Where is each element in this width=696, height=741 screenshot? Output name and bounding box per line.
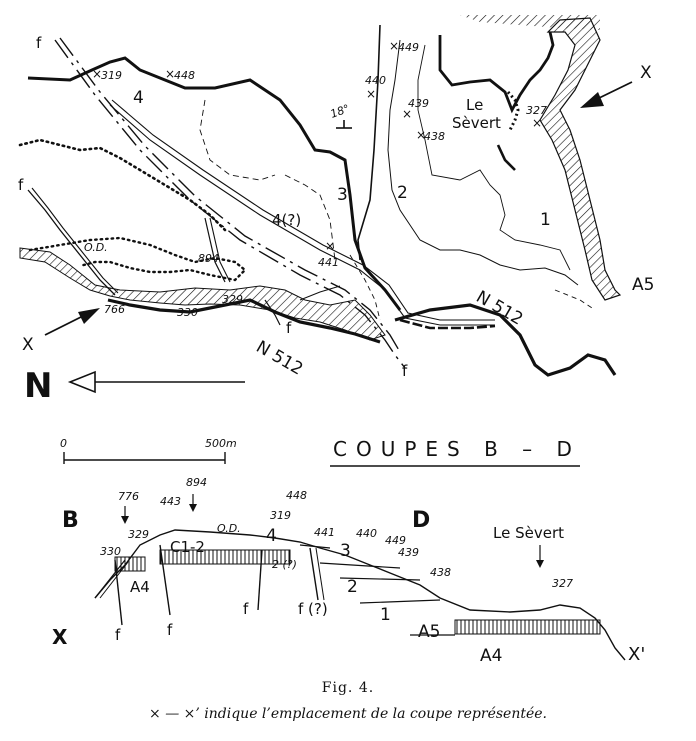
- od-label: O.D.: [84, 241, 108, 254]
- unit-a4-right: A4: [480, 646, 503, 666]
- zone-label-3: 3: [337, 185, 348, 205]
- unit-od: O.D.: [217, 522, 241, 535]
- arrow-776-head: [121, 516, 129, 524]
- arrow-x-west: [45, 315, 85, 335]
- village-arrow-head: [536, 560, 544, 568]
- point-mark-439: ×: [402, 107, 413, 121]
- scale-bar: [60, 437, 237, 464]
- dip-symbol: [336, 120, 352, 128]
- point-label-319: 319: [101, 69, 122, 82]
- boundary-3-2: [358, 25, 380, 260]
- point-mark-448: ×: [165, 67, 176, 81]
- unit-a4-left: A4: [130, 578, 150, 596]
- section-fault-label-1: f: [115, 626, 121, 644]
- height-449: 449: [385, 534, 406, 547]
- scale-zero: 0: [60, 437, 67, 450]
- unit-3: 3: [340, 541, 351, 561]
- unit-2: 2: [347, 577, 358, 597]
- height-441: 441: [314, 526, 335, 539]
- contour-6: [555, 290, 595, 310]
- scale-end: 500m: [205, 437, 237, 450]
- section-b: B: [62, 508, 79, 533]
- point-label-449: 449: [398, 41, 419, 54]
- unit-c12: C1-2: [170, 538, 205, 556]
- height-319: 319: [270, 509, 291, 522]
- severt-contour-2: [498, 145, 515, 170]
- road-n512-south-2: [300, 286, 340, 300]
- road-dash-east: [400, 320, 495, 328]
- section-title: COUPES B – D: [333, 437, 581, 461]
- height-776: 776: [118, 490, 139, 503]
- layer-a4-left: [115, 557, 145, 571]
- zone-label-1: 1: [540, 210, 551, 230]
- height-439: 439: [398, 546, 419, 559]
- layer-line-1: [360, 600, 440, 603]
- point-label-330: 330: [177, 306, 198, 319]
- map: [18, 15, 654, 406]
- fault-label-nw: f: [36, 34, 42, 52]
- layer-line-4: [300, 545, 330, 548]
- fault-mid: [205, 218, 225, 282]
- village-name-map: Le Sèvert: [452, 96, 501, 132]
- summit-label: 894: [198, 252, 219, 265]
- point-label-448: 448: [174, 69, 195, 82]
- point-mark-441: ×: [325, 239, 336, 253]
- section-fault-left: [95, 560, 125, 598]
- arrow-894-head: [189, 504, 197, 512]
- height-448: 448: [286, 489, 307, 502]
- section-fault-label-4: f (?): [298, 600, 328, 618]
- zone-label-4: 4: [133, 88, 144, 108]
- od-dotted: [20, 140, 225, 230]
- severt-contour: [440, 32, 553, 110]
- point-label-329: 329: [222, 293, 243, 306]
- fault-label-se: f: [402, 362, 408, 380]
- section-fault-label-2: f: [167, 621, 173, 639]
- point-label-439: 439: [408, 97, 429, 110]
- zone-label-4q: 4(?): [272, 211, 302, 229]
- point-label-766: 766: [104, 303, 125, 316]
- point-label-440: 440: [365, 74, 386, 87]
- unit-a5: A5: [418, 622, 441, 642]
- fault-label-s: f: [286, 319, 292, 337]
- unit-1: 1: [380, 605, 391, 625]
- point-label-441: 441: [318, 256, 339, 269]
- a5-band-top: [460, 15, 600, 30]
- cross-section: [52, 437, 645, 666]
- section-fault-label-3: f: [243, 600, 249, 618]
- figure-caption: × — ×’ indique l’emplacement de la coupe représentée.: [149, 706, 547, 722]
- layer-a5-right: [455, 620, 600, 634]
- height-438: 438: [430, 566, 451, 579]
- unit-4: 4: [266, 526, 277, 546]
- road-label-west: N 512: [252, 337, 307, 380]
- section-d: D: [412, 508, 431, 533]
- point-mark-327: ×: [532, 116, 543, 130]
- point-mark-440: ×: [366, 87, 377, 101]
- contour-2: [418, 45, 570, 270]
- point-label-438: 438: [424, 130, 445, 143]
- height-440: 440: [356, 527, 377, 540]
- section-start-label: X: [22, 335, 34, 355]
- point-label-327: 327: [526, 104, 547, 117]
- north-arrow-head: [70, 372, 95, 392]
- height-443: 443: [160, 495, 181, 508]
- section-end-label: X: [640, 63, 652, 83]
- a5-band: [540, 18, 620, 300]
- point-mark-438: ×: [416, 128, 427, 142]
- height-894: 894: [186, 476, 207, 489]
- arrow-x-east: [595, 82, 632, 100]
- point-mark-319: ×: [92, 67, 103, 81]
- road-label-east: N 512: [472, 287, 527, 330]
- section-village: Le Sèvert: [493, 524, 564, 542]
- height-327: 327: [552, 577, 573, 590]
- section-fault-left-2: [100, 562, 128, 598]
- layer-line-3: [320, 563, 400, 568]
- unit-a5-label: A5: [632, 275, 655, 295]
- arrow-x-east-head: [580, 92, 604, 108]
- arrow-x-west-head: [78, 308, 100, 324]
- figure-number: Fig. 4.: [321, 680, 375, 696]
- section-x-end: X': [628, 644, 646, 665]
- point-mark-449: ×: [389, 39, 400, 53]
- unit-2q: 2 (?): [272, 558, 297, 571]
- fault-label-w: f: [18, 176, 24, 194]
- height-330: 330: [100, 545, 121, 558]
- north-label: N: [24, 366, 53, 406]
- contour-3: [200, 100, 275, 180]
- section-x: X: [52, 625, 68, 649]
- zone-label-2: 2: [397, 183, 408, 203]
- height-329: 329: [128, 528, 149, 541]
- contour-1: [388, 40, 578, 285]
- dip-value: 18°: [328, 101, 352, 121]
